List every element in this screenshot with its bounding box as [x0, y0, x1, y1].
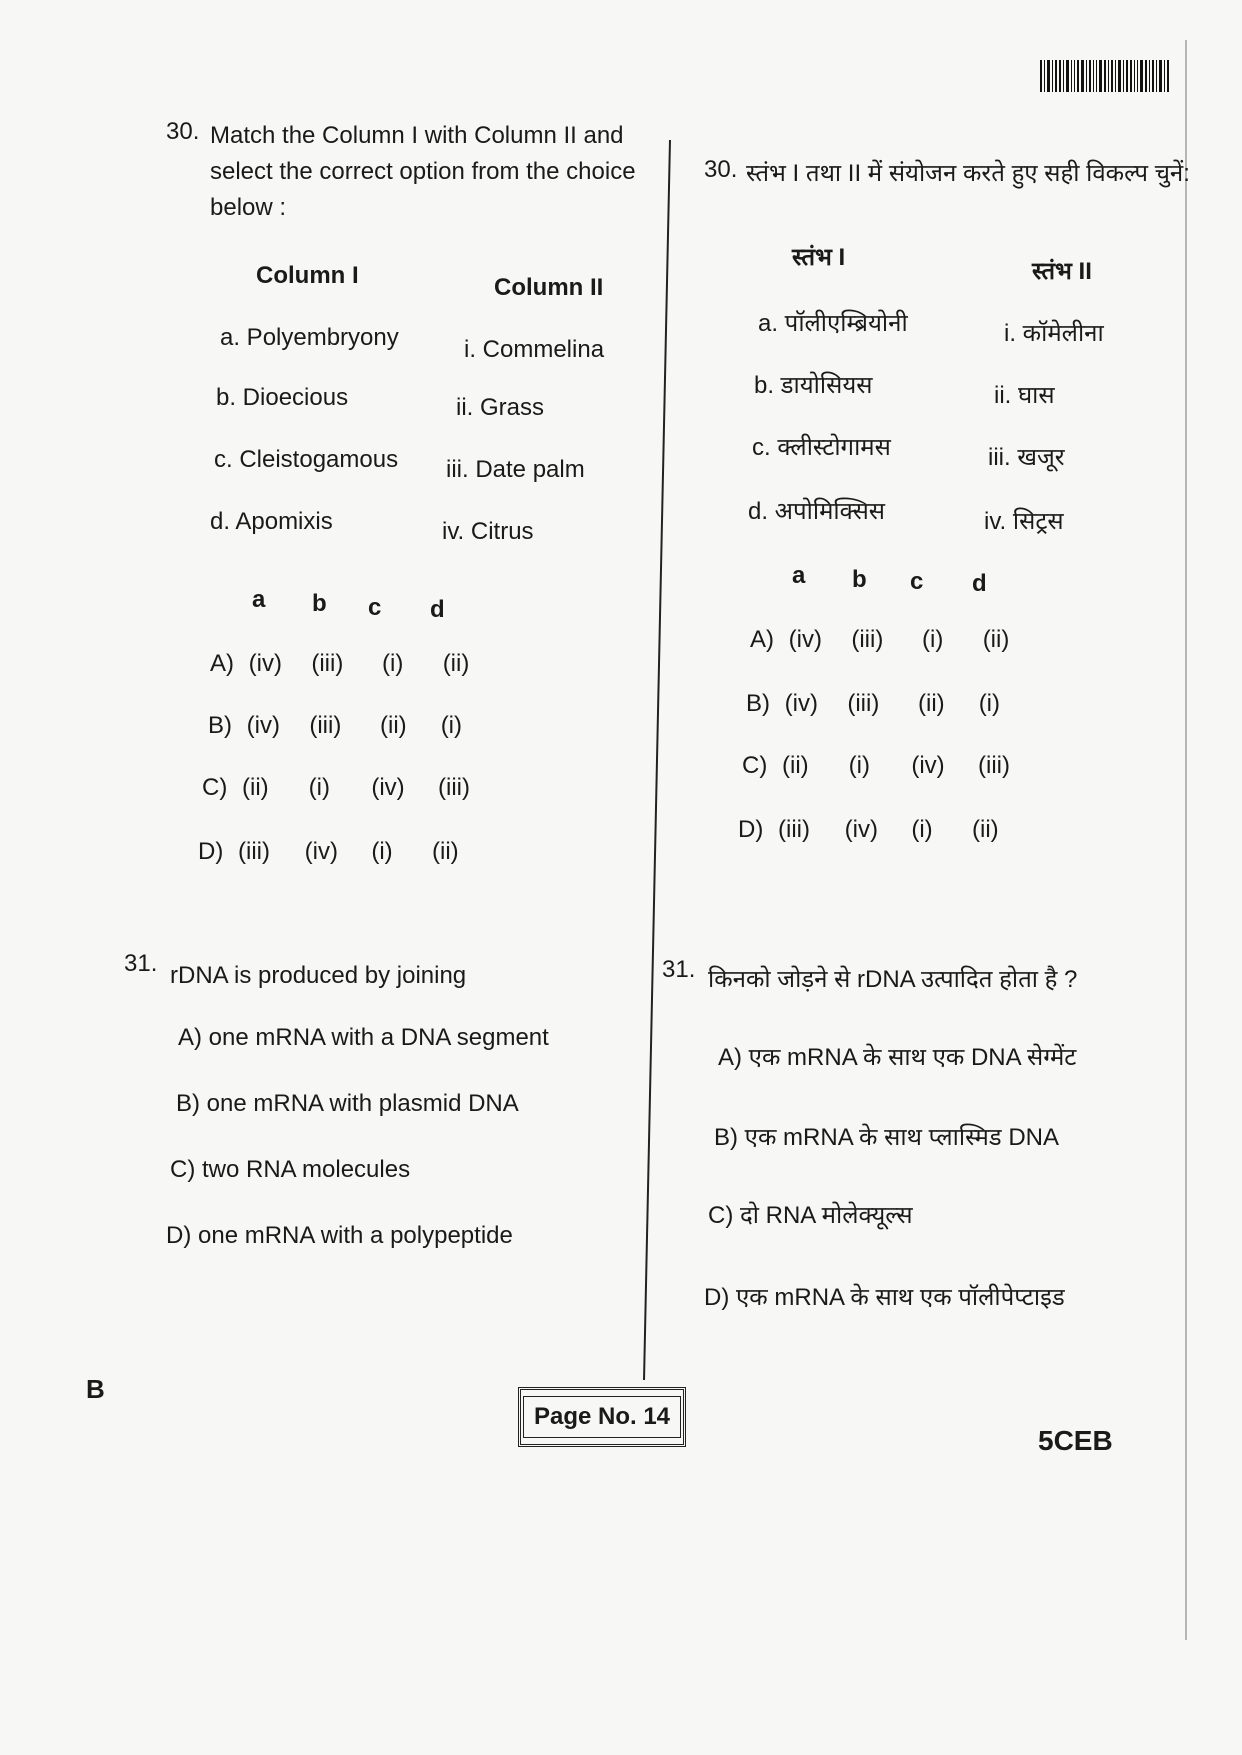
option-value: (iv) [371, 774, 405, 801]
barcode-stripe [1071, 60, 1072, 92]
barcode-stripe [1118, 60, 1121, 92]
q30-number-en: 30. [166, 118, 200, 145]
q31-number-hi: 31. [662, 956, 696, 983]
option-value: (iii) [847, 690, 880, 717]
option-value: (iv) [784, 690, 818, 717]
option-value: (ii) [442, 650, 470, 677]
col1-item-en: a. Polyembryony [220, 324, 399, 351]
option-value: (iv) [246, 712, 280, 739]
grid-header-hi: d [972, 570, 987, 597]
barcode-stripe [1123, 60, 1124, 92]
q31-text-en: rDNA is produced by joining [170, 962, 467, 989]
option-value: (ii) [782, 752, 809, 779]
option-value: (ii) [242, 774, 269, 801]
q31-text-hi: किनको जोड़ने से rDNA उत्पादित होता है ? [708, 966, 1078, 993]
q31-option-d-hi[interactable]: D) एक mRNA के साथ एक पॉलीपेप्टाइड [704, 1284, 1065, 1311]
option-value: (i) [848, 752, 870, 779]
barcode-stripe [1111, 60, 1113, 92]
q31-option-a-en[interactable]: A) one mRNA with a DNA segment [178, 1024, 549, 1051]
col1-item-hi: a. पॉलीएम्ब्रियोनी [758, 310, 908, 337]
q30-option-a-hi[interactable] [750, 626, 1033, 654]
col1-item-en: c. Cleistogamous [214, 446, 399, 473]
option-label: A) [750, 626, 774, 653]
barcode-stripe [1074, 60, 1075, 92]
option-value: (iii) [238, 838, 270, 865]
col2-item-hi: iv. सिट्रस [984, 508, 1064, 535]
option-value: (i) [911, 816, 933, 843]
option-value: (iv) [844, 816, 878, 843]
barcode-stripe [1093, 60, 1094, 92]
grid-header-hi: a [792, 562, 806, 589]
option-value: (iii) [851, 626, 884, 653]
option-value: (iv) [304, 838, 338, 865]
col1-item-hi: c. क्लीस्टोगामस [752, 434, 891, 461]
paper-code: 5CEB [1038, 1425, 1113, 1456]
option-value: (iv) [248, 650, 282, 677]
barcode-stripe [1044, 60, 1045, 92]
grid-header-en: c [368, 594, 382, 621]
barcode-stripe [1156, 60, 1157, 92]
barcode-stripe [1159, 60, 1162, 92]
grid-header-en: d [430, 596, 445, 623]
barcode-stripe [1099, 60, 1102, 92]
option-value: (iv) [911, 752, 945, 779]
col1-item-en: b. Dioecious [216, 384, 349, 411]
column-i-header-hi: स्तंभ I [792, 244, 846, 271]
option-value: (i) [308, 774, 330, 801]
page-edge-line [1185, 40, 1187, 1640]
q30-option-b-hi[interactable] [746, 690, 1029, 718]
grid-header-hi: c [910, 568, 924, 595]
option-label: D) [198, 838, 224, 865]
col2-item-en: iv. Citrus [442, 518, 534, 545]
column-i-header-en: Column I [256, 262, 359, 289]
option-label: D) [738, 816, 764, 843]
q31-option-b-hi[interactable]: B) एक mRNA के साथ प्लास्मिड DNA [714, 1124, 1059, 1151]
option-value: (i) [978, 690, 1001, 717]
barcode-stripe [1040, 60, 1042, 92]
q30-option-b-en[interactable] [208, 712, 491, 740]
q30-option-d-hi[interactable] [738, 816, 1022, 844]
option-value: (i) [440, 712, 463, 739]
q30-option-d-en[interactable] [198, 838, 482, 866]
barcode-stripe [1108, 60, 1109, 92]
col2-item-en: i. Commelina [464, 336, 605, 363]
option-value: (ii) [982, 626, 1010, 653]
option-value: (ii) [972, 816, 999, 843]
option-label: A) [210, 650, 234, 677]
page-number-box [518, 1387, 686, 1447]
col2-item-en: iii. Date palm [446, 456, 585, 483]
q30-option-a-en[interactable] [210, 650, 493, 678]
q30-number-hi: 30. [704, 156, 738, 183]
q31-option-a-hi[interactable]: A) एक mRNA के साथ एक DNA सेग्मेंट [718, 1044, 1077, 1071]
col2-item-en: ii. Grass [456, 394, 545, 421]
barcode-stripe [1145, 60, 1147, 92]
q31-option-c-en[interactable]: C) two RNA molecules [170, 1156, 411, 1183]
option-value: (iii) [778, 816, 810, 843]
col2-item-hi: iii. खजूर [988, 444, 1065, 471]
col2-item-hi: ii. घास [994, 382, 1055, 409]
barcode-stripe [1130, 60, 1132, 92]
barcode-stripe [1063, 60, 1064, 92]
barcode-stripe [1134, 60, 1135, 92]
option-value: (ii) [918, 690, 945, 717]
q30-option-c-hi[interactable] [742, 752, 1034, 780]
col1-item-hi: d. अपोमिक्सिस [748, 498, 886, 525]
q30-option-c-en[interactable] [202, 774, 494, 802]
barcode-stripe [1164, 60, 1165, 92]
barcode-stripe [1081, 60, 1084, 92]
option-value: (iii) [978, 752, 1010, 779]
option-value: (iv) [788, 626, 822, 653]
barcode-stripe [1167, 60, 1169, 92]
grid-header-en: b [312, 590, 327, 617]
barcode-stripe [1096, 60, 1097, 92]
column-divider [643, 140, 671, 1380]
barcode-stripe [1149, 60, 1150, 92]
barcode-stripe [1055, 60, 1057, 92]
barcode-stripe [1059, 60, 1061, 92]
barcode-stripe [1077, 60, 1079, 92]
q31-option-b-en[interactable]: B) one mRNA with plasmid DNA [176, 1090, 519, 1117]
col1-item-hi: b. डायोसियस [754, 372, 873, 399]
option-value: (ii) [432, 838, 459, 865]
barcode-stripe [1152, 60, 1154, 92]
barcode-stripe [1126, 60, 1128, 92]
barcode-stripe [1104, 60, 1106, 92]
barcode-stripe [1140, 60, 1143, 92]
column-ii-header-en: Column II [494, 274, 604, 301]
option-label: B) [208, 712, 232, 739]
option-value: (i) [371, 838, 393, 865]
q31-option-d-en[interactable]: D) one mRNA with a polypeptide [166, 1222, 513, 1249]
option-value: (iii) [311, 650, 344, 677]
q31-number-en: 31. [124, 950, 158, 977]
barcode-stripe [1137, 60, 1138, 92]
barcode [1040, 60, 1182, 92]
option-value: (iii) [438, 774, 470, 801]
q30-text-en: Match the Column I with Column II and select the correct option from the choice below : [210, 122, 636, 221]
option-value: (iii) [309, 712, 342, 739]
barcode-stripe [1047, 60, 1050, 92]
option-label: C) [202, 774, 228, 801]
col2-item-hi: i. कॉमेलीना [1004, 320, 1104, 347]
q30-text-hi: स्तंभ I तथा II में संयोजन करते हुए सही विकल्प चुनें: [746, 160, 1190, 187]
option-label: C) [742, 752, 768, 779]
barcode-stripe [1052, 60, 1053, 92]
option-value: (ii) [380, 712, 407, 739]
option-label: B) [746, 690, 770, 717]
col1-item-en: d. Apomixis [210, 508, 333, 535]
q31-option-c-hi[interactable]: C) दो RNA मोलेक्यूल्स [708, 1202, 913, 1229]
grid-header-hi: b [852, 566, 867, 593]
option-value: (i) [382, 650, 404, 677]
barcode-stripe [1115, 60, 1116, 92]
barcode-stripe [1066, 60, 1069, 92]
column-ii-header-hi: स्तंभ II [1032, 258, 1092, 285]
option-value: (i) [922, 626, 944, 653]
set-code: B [86, 1374, 105, 1404]
barcode-stripe [1086, 60, 1087, 92]
page-number: Page No. 14 [523, 1396, 681, 1438]
grid-header-en: a [252, 586, 266, 613]
barcode-stripe [1089, 60, 1091, 92]
